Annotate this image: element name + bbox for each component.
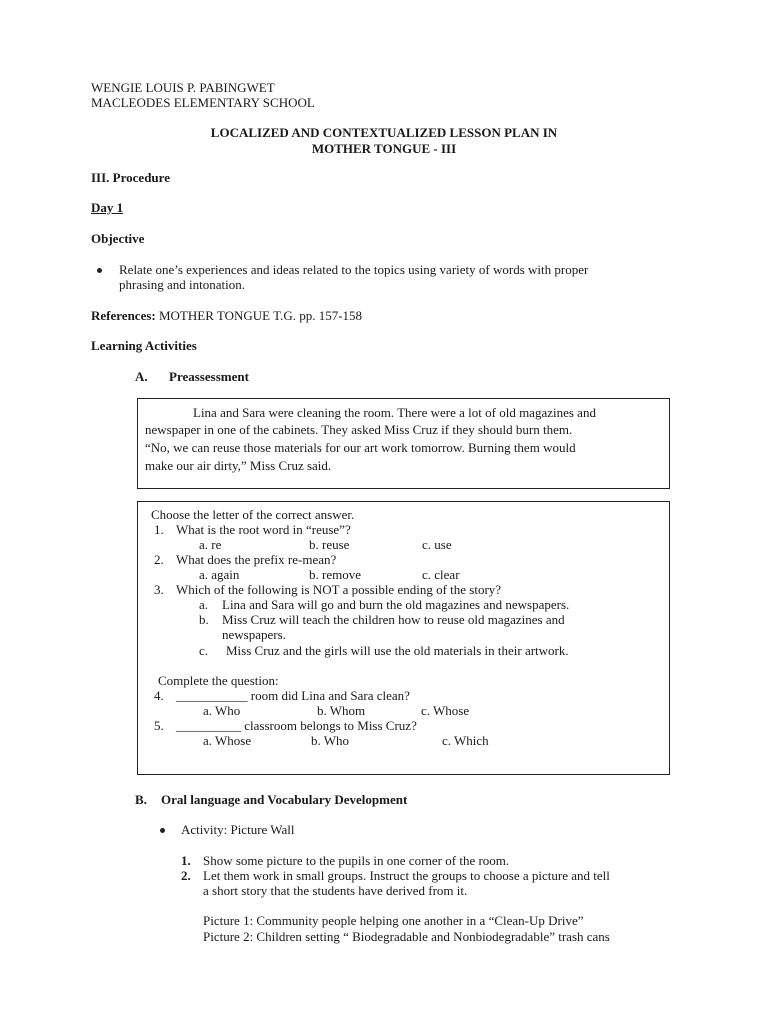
question-number: 4. [154,688,164,703]
step-2-text-line-2: a short story that the students have derived from it. [203,883,468,898]
question-number: 2. [154,552,164,567]
story-line-4: make our air dirty,” Miss Cruz said. [145,458,332,473]
quiz-instruction: Choose the letter of the correct answer. [151,507,355,522]
references-line [91,308,362,323]
author-name: WENGIE LOUIS P. PABINGWET [91,80,275,95]
q5-option-c: c. Which [442,733,489,748]
learning-activities-heading: Learning Activities [91,338,197,353]
q2-option-a: a. again [199,567,240,582]
q4-option-b: b. Whom [317,703,366,718]
q3-option-b-line-2: newspapers. [222,627,286,642]
q5-option-a: a. Whose [203,733,252,748]
q4-option-c: c. Whose [421,703,470,718]
objective-text-line-2: phrasing and intonation. [119,277,246,292]
activity-text: Activity: Picture Wall [181,822,295,837]
title-line-1: LOCALIZED AND CONTEXTUALIZED LESSON PLAN IN [210,125,558,140]
references-label: References: [91,308,156,323]
picture-1-text: Picture 1: Community people helping one another in a “Clean-Up Drive” [203,913,584,928]
question-1-text: What is the root word in “reuse”? [176,522,351,537]
q5-option-b: b. Who [311,733,350,748]
step-2-number: 2. [181,868,191,883]
section-a-title: Preassessment [169,369,249,384]
step-1-text: Show some picture to the pupils in one corner of the room. [203,853,510,868]
q3-letter-a: a. [199,597,209,612]
bullet-icon [97,268,102,273]
section-a-letter: A. [135,369,148,384]
question-number: 1. [154,522,164,537]
question-number: 5. [154,718,164,733]
bullet-icon [160,828,165,833]
q3-letter-c: c. [199,643,209,658]
complete-instruction: Complete the question: [158,673,279,688]
story-line-2: newspaper in one of the cabinets. They asked Miss Cruz if they should burn them. [145,422,573,437]
question-3-text: Which of the following is NOT a possible ending of the story? [176,582,502,597]
question-2-text: What does the prefix re-mean? [176,552,337,567]
q2-option-b: b. remove [309,567,361,582]
q3-option-c: Miss Cruz and the girls will use the old materials in their artwork. [226,643,569,658]
q3-option-a: Lina and Sara will go and burn the old magazines and newspapers. [222,597,570,612]
procedure-heading: III. Procedure [91,170,170,185]
story-line-1: Lina and Sara were cleaning the room. There were a lot of old magazines and [193,405,596,420]
question-number: 3. [154,582,164,597]
picture-2-text: Picture 2: Children setting “ Biodegradable and Nonbiodegradable” trash cans [203,929,610,944]
story-line-3: “No, we can reuse those materials for our art work tomorrow. Burning them would [145,440,576,455]
q1-option-a: a. re [199,537,222,552]
q1-option-b: b. reuse [309,537,350,552]
q1-option-c: c. use [422,537,452,552]
q3-option-b-line-1: Miss Cruz will teach the children how to reuse old magazines and [222,612,565,627]
objective-heading: Objective [91,231,145,246]
section-b-title: Oral language and Vocabulary Development [161,792,408,807]
q3-letter-b: b. [199,612,209,627]
question-5-text: __________ classroom belongs to Miss Cruz? [176,718,417,733]
title-line-2: MOTHER TONGUE - III [311,141,457,156]
day-heading: Day 1 [91,200,124,215]
q4-option-a: a. Who [203,703,241,718]
q2-option-c: c. clear [422,567,460,582]
references-value: MOTHER TONGUE T.G. pp. 157-158 [158,308,363,323]
objective-text-line-1: Relate one’s experiences and ideas related to the topics using variety of words with proper [119,262,589,277]
question-4-text: ___________ room did Lina and Sara clean? [176,688,410,703]
school-name: MACLEODES ELEMENTARY SCHOOL [91,95,315,110]
step-2-text-line-1: Let them work in small groups. Instruct the groups to choose a picture and tell [203,868,610,883]
step-1-number: 1. [181,853,191,868]
section-b-letter: B. [135,792,147,807]
